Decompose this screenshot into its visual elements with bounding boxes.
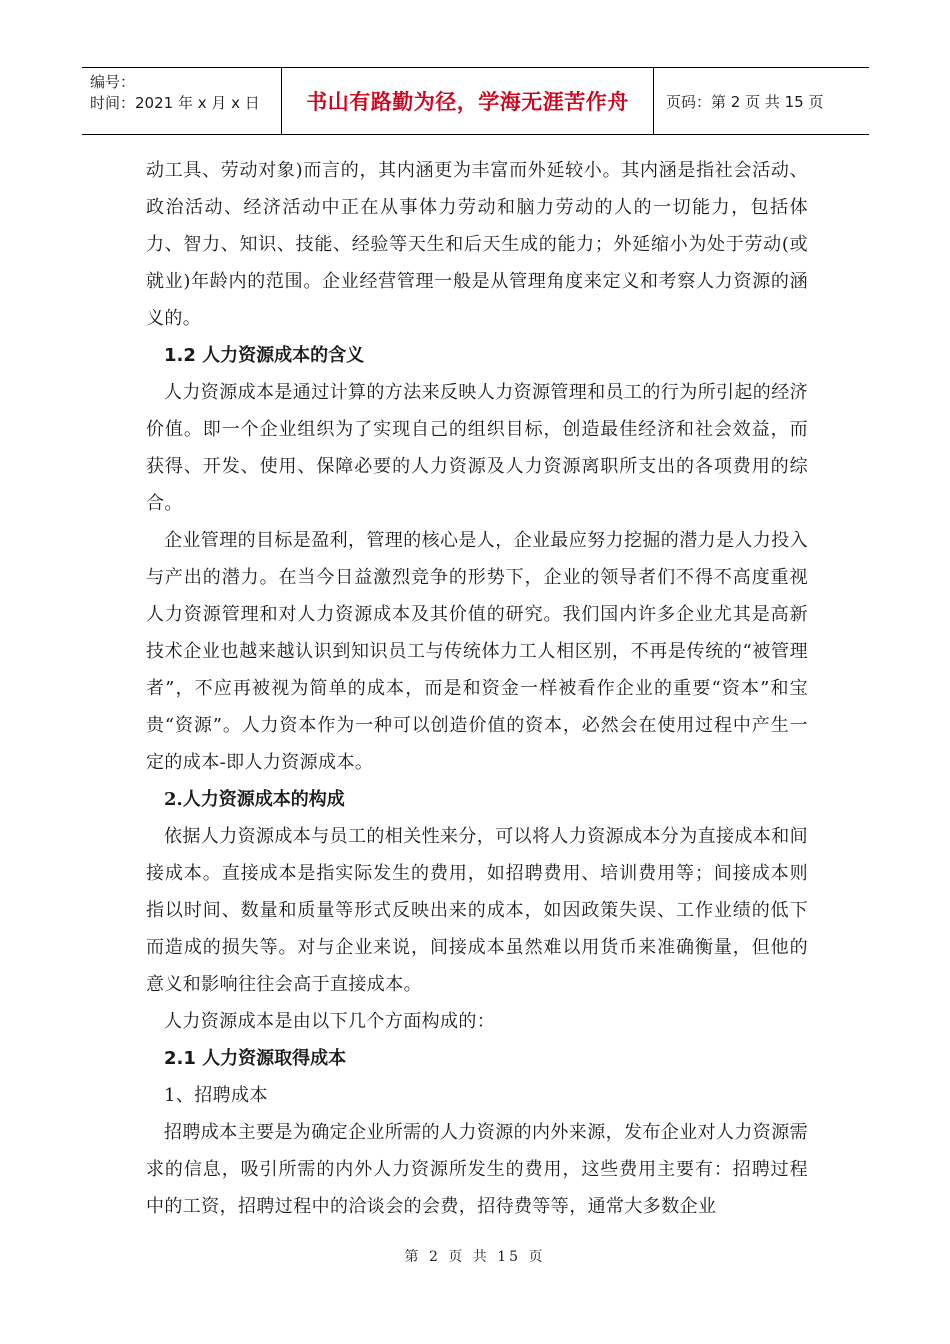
document-body — [146, 152, 808, 1225]
header-meta — [82, 68, 282, 134]
page-footer: 第 2 页 共 15 页 — [404, 1249, 546, 1265]
section-heading: 1.2 人力资源成本的含义 — [164, 345, 365, 366]
header-motto: 书山有路勤为径，学海无涯苦作舟 — [282, 68, 654, 134]
section-heading: 2.1 人力资源取得成本 — [164, 1048, 347, 1069]
paragraph: 招聘成本主要是为确定企业所需的人力资源的内外来源，发布企业对人力资源需求的信息，吸引所需的内外人力资源所发生的费用，这些费用主要有：招聘过程中的工资，招聘过程中的洽谈会的会费，招待费等等，通常大多数企业 — [146, 1122, 808, 1217]
document-date: 时间：2021 年 x 月 x 日 — [90, 94, 260, 112]
page-header — [82, 67, 869, 135]
paragraph: 人力资源成本是通过计算的方法来反映人力资源管理和员工的行为所引起的经济价值。即一个企业组织为了实现自己的组织目标，创造最佳经济和社会效益，而获得、开发、使用、保障必要的人力资源及人力资源离职所支出的各项费用的综合。 — [146, 382, 808, 514]
list-item: 1、招聘成本 — [164, 1085, 268, 1106]
paragraph: 依据人力资源成本与员工的相关性来分，可以将人力资源成本分为直接成本和间接成本。直接成本是指实际发生的费用，如招聘费用、培训费用等；间接成本则指以时间、数量和质量等形式反映出来的成本，如因政策失误、工作业绩的低下而造成的损失等。对与企业来说，间接成本虽然难以用货币来准确衡量，但他的意义和影响往往会高于直接成本。 — [146, 826, 808, 995]
paragraph: 企业管理的目标是盈利，管理的核心是人，企业最应努力挖掘的潜力是人力投入与产出的潜力。在当今日益激烈竞争的形势下，企业的领导者们不得不高度重视人力资源管理和对人力资源成本及其价值的研究。我们国内许多企业尤其是高新技术企业也越来越认识到知识员工与传统体力工人相区别，不再是传统的“被管理者”，不应再被视为简单的成本，而是和资金一样被看作企业的重要“资本”和宝贵“资源”。人力资本作为一种可以创造价值的资本，必然会在使用过程中产生一定的成本-即人力资源成本。 — [146, 530, 808, 773]
paragraph: 动工具、劳动对象)而言的，其内涵更为丰富而外延较小。其内涵是指社会活动、政治活动、经济活动中正在从事体力劳动和脑力劳动的人的一切能力，包括体力、智力、知识、技能、经验等天生和后天生成的能力；外延缩小为处于劳动(或就业)年龄内的范围。企业经营管理一般是从管理角度来定义和考察人力资源的涵义的。 — [146, 160, 808, 329]
section-heading: 2.人力资源成本的构成 — [164, 789, 345, 810]
paragraph: 人力资源成本是由以下几个方面构成的： — [164, 1011, 496, 1032]
header-page-number: 页码：第 2 页 共 15 页 — [666, 92, 824, 111]
document-number: 编号： — [90, 73, 136, 91]
